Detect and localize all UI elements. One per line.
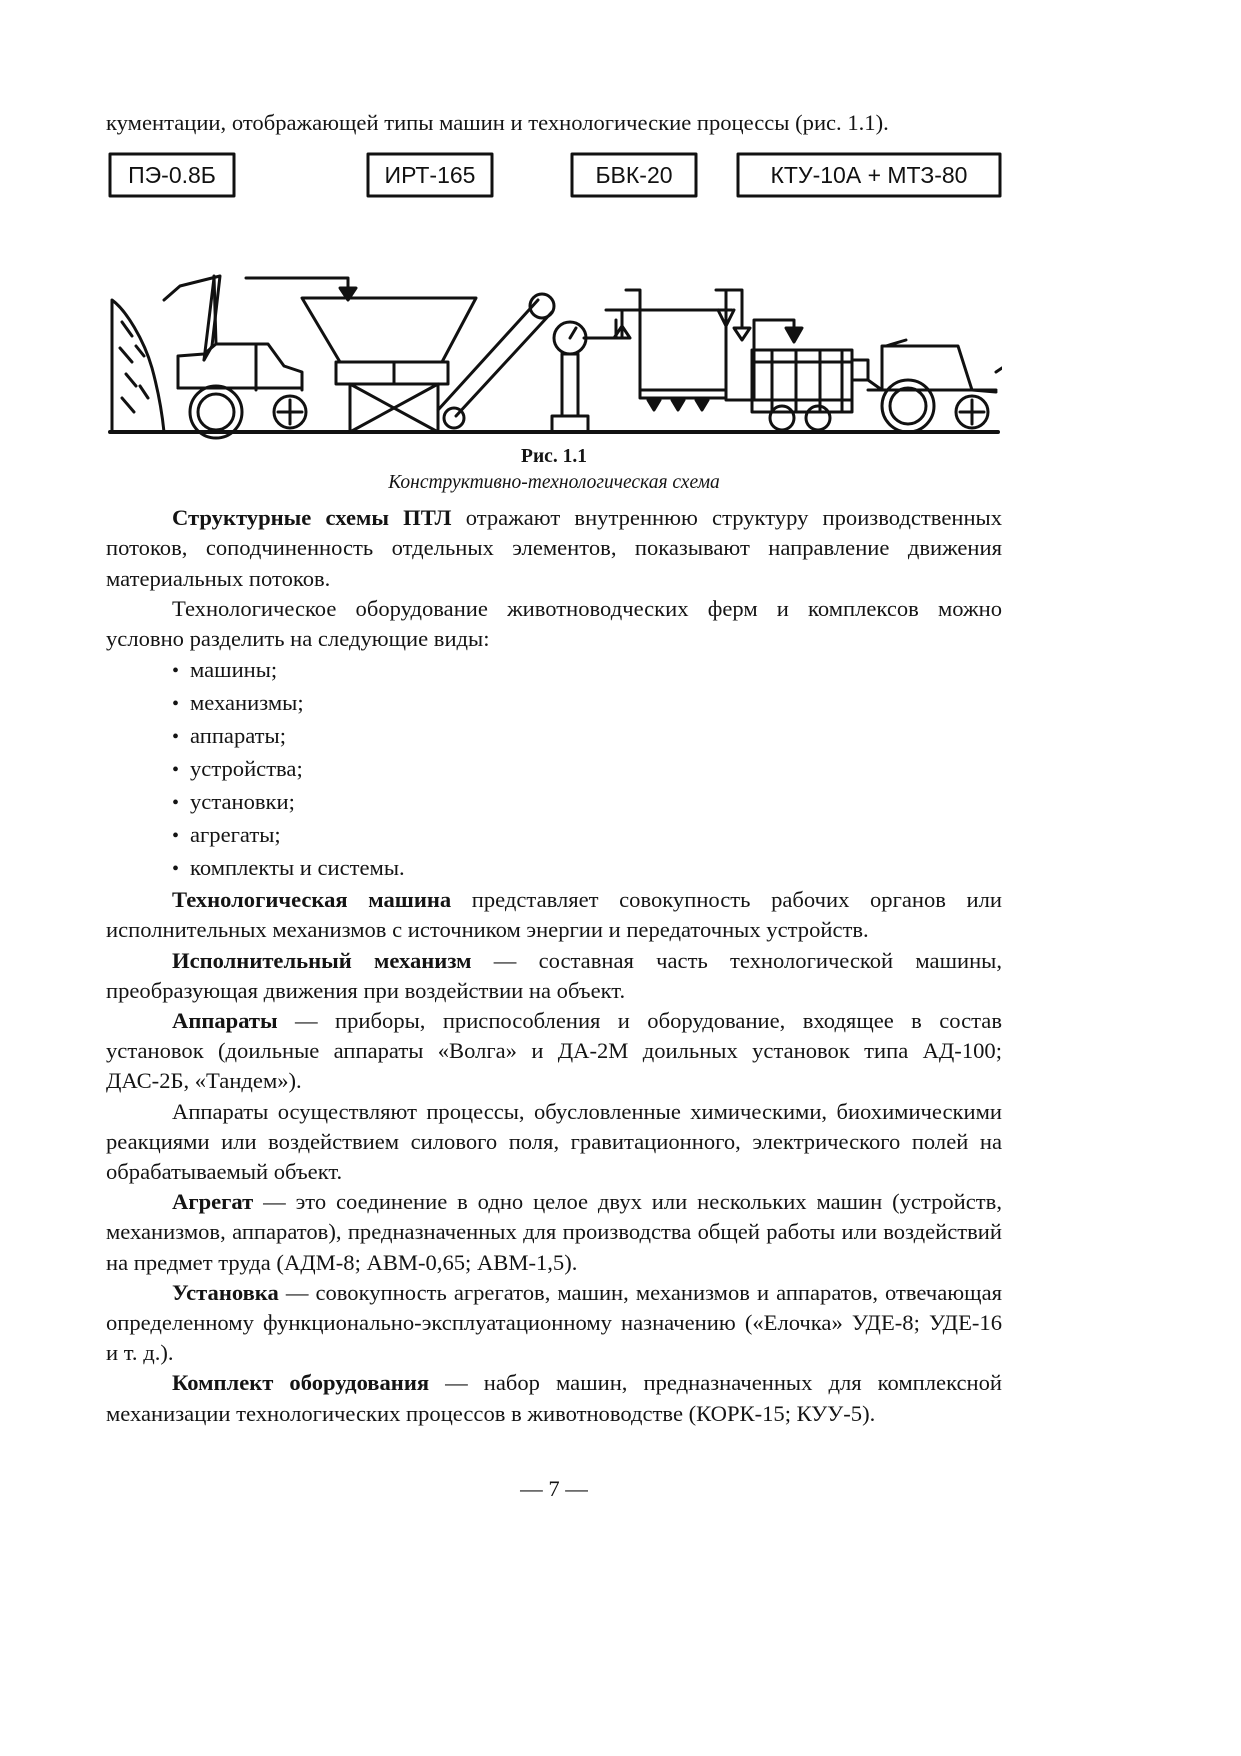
technological-scheme-diagram	[106, 150, 1002, 442]
term-aggregate: Агрегат	[172, 1189, 254, 1215]
feeder-trailer-ktu-icon	[752, 350, 882, 430]
definition-text: — приборы, приспособления и оборудование, входящее в состав установок (доильные аппараты «Волга» и ДА-2М доильных установок типа АД-100; ДАС-2Б, «Тандем»).	[106, 1008, 1002, 1094]
bullet-icon: •	[172, 792, 180, 815]
machine-label-box-2	[368, 154, 492, 196]
intro-paragraph: кументации, отображающей типы машин и технологические процессы (рис. 1.1).	[106, 110, 889, 135]
tractor-mtz-icon	[868, 340, 1002, 432]
term-structural-schemes: Структурные схемы ПТЛ	[172, 505, 452, 531]
list-item-text: комплекты и системы.	[190, 855, 405, 881]
definition-text: — это соединение в одно целое двух или нескольких машин (устройств, механизмов, аппаратов), предназначенных для производства общей работы или воздействий на предмет труда (АДМ-8; АВМ-0,65; АВМ-1,5).	[106, 1189, 1002, 1275]
term-technological-machine: Технологическая машина	[172, 887, 452, 913]
machine-label-box-1	[110, 154, 234, 196]
grinder-irt-icon	[302, 298, 476, 432]
list-item	[172, 753, 1002, 786]
scales-icon	[552, 320, 616, 432]
definition-text: отражают внутреннюю структуру производственных потоков, соподчиненность отдельных элементов, показывают направление движения материальных потоков.	[106, 505, 1003, 591]
machine-label-pe: ПЭ-0.8Б	[128, 162, 216, 189]
figure-1-1	[106, 150, 1002, 442]
list-item	[172, 720, 1002, 753]
paragraph-executive-mechanism	[106, 946, 1002, 1006]
paragraph-installation	[106, 1278, 1002, 1369]
definition-text: — составная часть технологической машины, преобразующая движения при воздействии на объект.	[106, 947, 1002, 1003]
list-item	[172, 852, 1002, 885]
bullet-icon: •	[172, 693, 180, 716]
paragraph-technological-machine	[106, 885, 1002, 945]
term-installation: Установка	[172, 1279, 279, 1305]
machine-label-box-3	[572, 154, 696, 196]
machine-label-ktu: КТУ-10А + МТЗ-80	[770, 162, 968, 189]
bullet-icon: •	[172, 825, 180, 848]
list-item-text: аппараты;	[190, 723, 287, 749]
machine-label-box-4	[738, 154, 1000, 196]
list-item-text: машины;	[190, 657, 278, 683]
definition-text: — совокупность агрегатов, машин, механизмов и аппаратов, отвечающая определенному функционально-эксплуатационному назначению («Елочка» УДЕ-8; УДЕ-16 и т. д.).	[106, 1279, 1002, 1366]
figure-caption: Конструктивно-технологическая схема	[388, 472, 720, 494]
loader-pe-icon	[164, 276, 306, 438]
list-item-text: устройства;	[190, 756, 303, 782]
paragraph-equipment-types: Технологическое оборудование животноводческих ферм и комплексов можно условно разделить на следующие виды:	[106, 595, 1002, 652]
list-item	[172, 819, 1002, 852]
list-item-text: агрегаты;	[190, 822, 281, 848]
term-equipment-set: Комплект оборудования	[172, 1370, 430, 1396]
bullet-icon: •	[172, 759, 180, 782]
paragraph-structural-schemes	[106, 503, 1002, 594]
bullet-icon: •	[172, 726, 180, 749]
inclined-conveyor-icon	[438, 294, 554, 428]
term-apparatus: Аппараты	[172, 1008, 278, 1034]
definition-text: — набор машин, предназначенных для комплексной механизации технологических процессов в животноводстве (КОРК-15; КУУ-5).	[106, 1370, 1002, 1426]
list-item	[172, 786, 1002, 819]
paragraph-aggregate	[106, 1187, 1002, 1278]
list-item-text: механизмы;	[190, 690, 304, 716]
paragraph-apparatus	[106, 1006, 1002, 1097]
page-number: — 7 —	[520, 1476, 588, 1501]
figure-number: Рис. 1.1	[521, 446, 587, 468]
list-item-text: установки;	[190, 789, 295, 815]
equipment-types-list	[106, 654, 1002, 885]
paragraph-equipment-set	[106, 1368, 1002, 1428]
paragraph-apparatus-processes: Аппараты осуществляют процессы, обусловленные химическими, биохимическими реакциями или воздействием силового поля, гравитационного, электрического полей на обрабатываемый объект.	[106, 1098, 1002, 1185]
machine-label-irt: ИРТ-165	[384, 162, 476, 189]
bullet-icon: •	[172, 660, 180, 683]
list-item	[172, 654, 1002, 687]
list-item	[172, 687, 1002, 720]
bullet-icon: •	[172, 858, 180, 881]
silage-pile-icon	[112, 300, 164, 432]
definition-text: представляет совокупность рабочих органов или исполнительных механизмов с источником энергии и передаточных устройств.	[106, 887, 1002, 943]
page-content	[106, 108, 1002, 1429]
machine-label-bvk: БВК-20	[595, 162, 673, 189]
term-executive-mechanism: Исполнительный механизм	[172, 947, 472, 973]
